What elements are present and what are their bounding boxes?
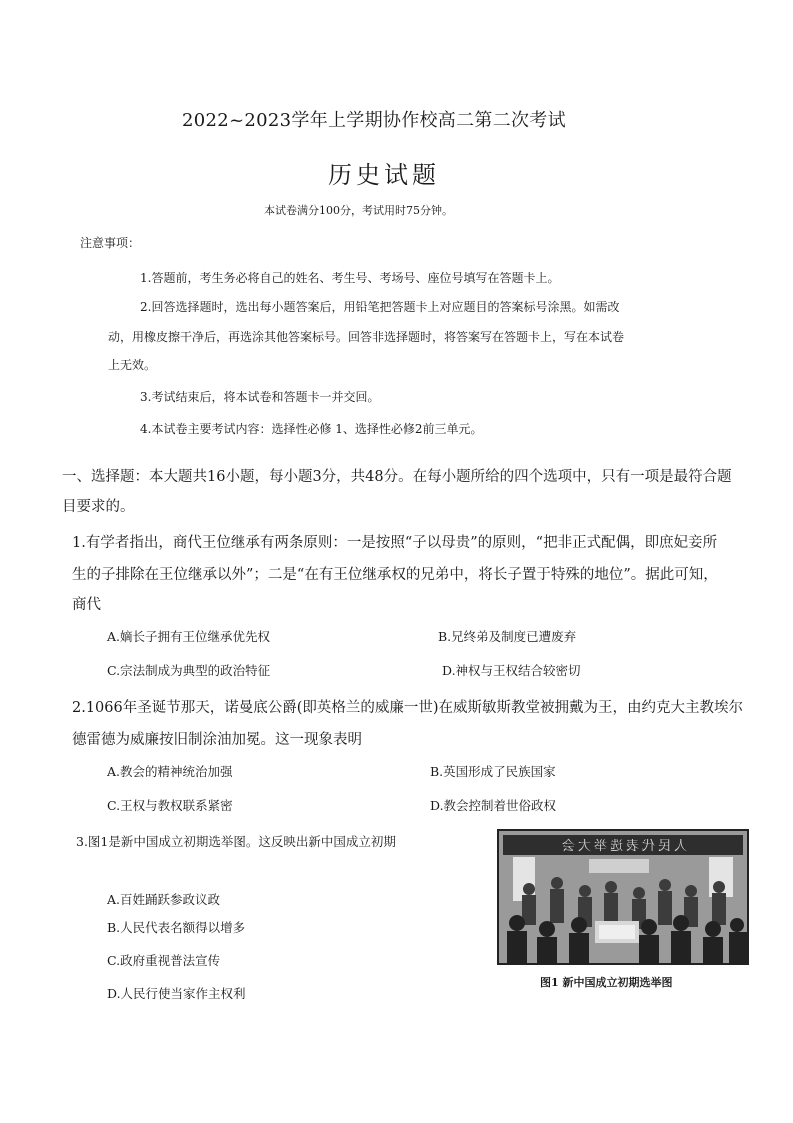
q1-option-c: C.宗法制成为典型的政治特征 [107,663,271,678]
q1-option-b: B.兄终弟及制度已遭废弃 [438,629,577,644]
q1-stem-line-3: 商代 [72,597,101,613]
subject-title: 历史试题 [328,161,440,189]
section-heading-line-1: 一、选择题：本大题共16小题，每小题3分，共48分。在每小题所给的四个选项中，只有一项是最符合题 [62,469,732,485]
q1-option-a: A.嫡长子拥有王位继承优先权 [107,629,271,644]
exam-meta: 本试卷满分100分，考试用时75分钟。 [264,204,453,217]
notice-item-2-line-3: 上无效。 [108,358,157,372]
notice-item-1: 1.答题前，考生务必将自己的姓名、考生号、考场号、座位号填写在答题卡上。 [140,271,560,285]
section-heading-line-2: 目要求的。 [62,499,135,515]
election-photo [497,829,749,965]
q2-stem-line-2: 德雷德为威廉按旧制涂油加冕。这一现象表明 [72,732,362,748]
q2-option-a: A.教会的精神统治加强 [107,764,233,779]
figure-banner-text: 人民代表选举大会 [558,839,688,854]
q2-option-d: D.教会控制着世俗政权 [430,798,557,813]
election-photo-illustration [499,831,747,963]
q1-stem-line-1: 1.有学者指出，商代王位继承有两条原则：一是按照“子以母贵”的原则，“把非正式配偶，即庶妃妾所 [72,535,718,551]
q2-option-c: C.王权与教权联系紧密 [107,798,233,813]
q3-option-c: C.政府重视普法宣传 [107,953,221,968]
q2-option-b: B.英国形成了民族国家 [430,764,556,779]
exam-title: 2022~2023学年上学期协作校高二第二次考试 [182,110,566,131]
notice-item-4: 4.本试卷主要考试内容：选择性必修 1、选择性必修2前三单元。 [140,422,483,436]
q3-option-a: A.百姓踊跃参政议政 [107,892,221,907]
q3-option-d: D.人民行使当家作主权利 [107,986,246,1001]
notice-item-2-line-2: 动，用橡皮擦干净后，再选涂其他答案标号。回答非选择题时，将答案写在答题卡上，写在本试卷 [108,330,625,344]
q1-option-d: D.神权与王权结合较密切 [442,663,581,678]
q2-stem-line-1: 2.1066年圣诞节那天，诺曼底公爵(即英格兰的威廉一世)在威斯敏斯教堂被拥戴为王，由约克大主教埃尔 [72,700,744,716]
notice-item-2-line-1: 2.回答选择题时，选出每小题答案后，用铅笔把答题卡上对应题目的答案标号涂黑。如需改 [140,300,620,314]
q3-stem: 3.图1是新中国成立初期选举图。这反映出新中国成立初期 [76,834,396,849]
figure-caption: 图1 新中国成立初期选举图 [540,976,673,989]
notice-heading: 注意事项： [80,236,141,250]
q1-stem-line-2: 生的子排除在王位继承以外”；二是“在有王位继承权的兄弟中，将长子置于特殊的地位”。据此可知， [72,567,718,583]
notice-item-3: 3.考试结束后，将本试卷和答题卡一并交回。 [140,390,380,404]
q3-option-b: B.人民代表名额得以增多 [107,920,246,935]
